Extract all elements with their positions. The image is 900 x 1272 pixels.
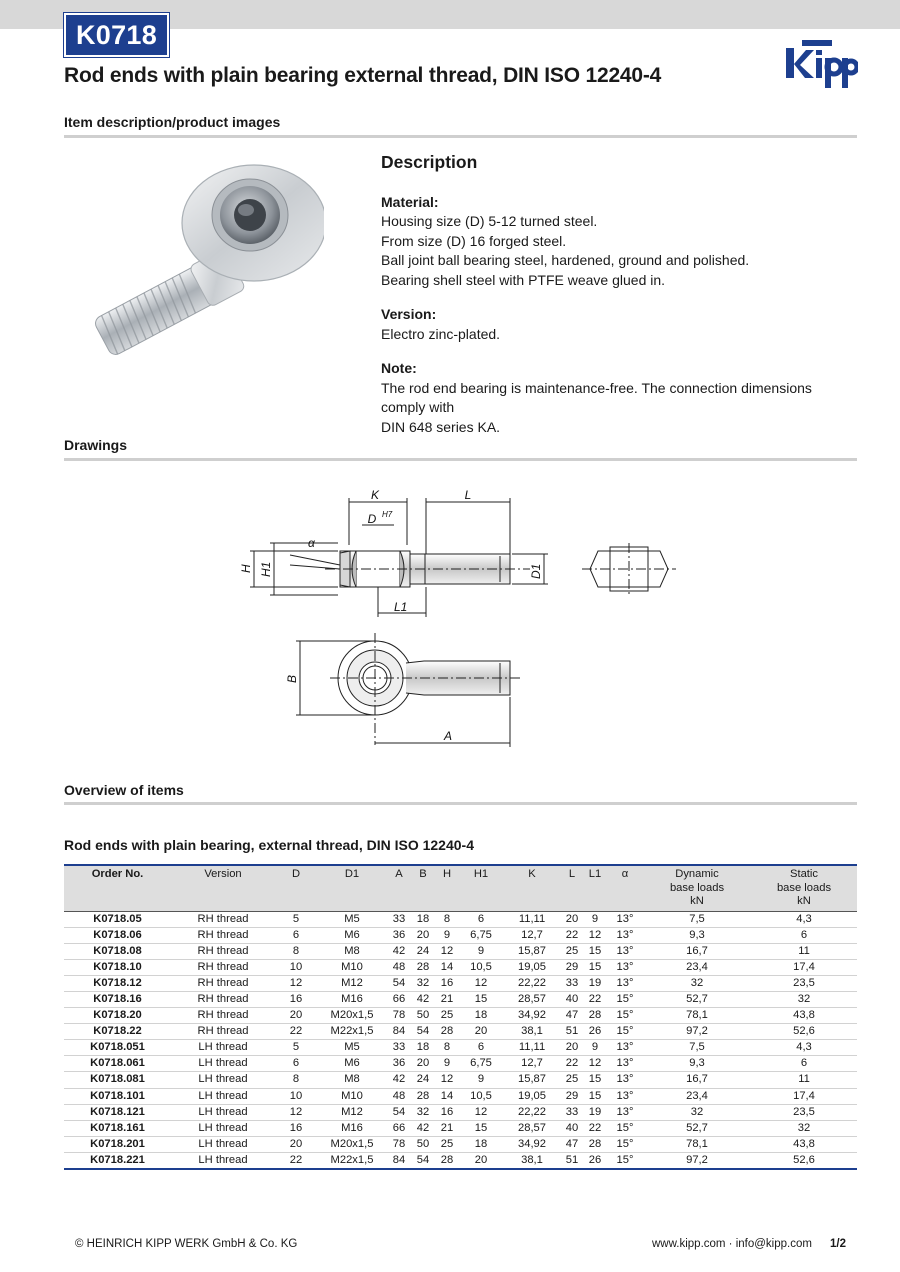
- cell-d: 16: [275, 991, 317, 1007]
- cell-a: 78: [387, 1136, 411, 1152]
- cell-alpha: 13°: [607, 1040, 643, 1056]
- cell-l: 33: [561, 1104, 583, 1120]
- table-row: [64, 1056, 857, 1072]
- dim-label-l1: L1: [394, 600, 408, 614]
- cell-a: 36: [387, 927, 411, 943]
- cell-static: 11: [751, 943, 857, 959]
- cell-l1: 15: [583, 1088, 607, 1104]
- cell-d: 16: [275, 1120, 317, 1136]
- cell-dynamic: 7,5: [643, 911, 751, 927]
- cell-d: 5: [275, 1040, 317, 1056]
- cell-order-no: K0718.05: [64, 911, 171, 927]
- cell-static: 17,4: [751, 1088, 857, 1104]
- table-row: [64, 927, 857, 943]
- cell-d1: M6: [317, 1056, 387, 1072]
- cell-static: 4,3: [751, 1040, 857, 1056]
- cell-alpha: 15°: [607, 1136, 643, 1152]
- cell-l: 47: [561, 1136, 583, 1152]
- material-line: Ball joint ball bearing steel, hardened, ground and polished.: [381, 252, 750, 268]
- section-heading-overview: Overview of items: [64, 782, 184, 798]
- cell-dynamic: 23,4: [643, 1088, 751, 1104]
- cell-d1: M22x1,5: [317, 1152, 387, 1169]
- cell-h1: 10,5: [459, 1088, 503, 1104]
- table-row: [64, 1008, 857, 1024]
- cell-dynamic: 97,2: [643, 1024, 751, 1040]
- cell-version: RH thread: [171, 959, 275, 975]
- cell-static: 52,6: [751, 1152, 857, 1169]
- cell-order-no: K0718.221: [64, 1152, 171, 1169]
- cell-h: 12: [435, 1072, 459, 1088]
- cell-static: 43,8: [751, 1008, 857, 1024]
- version-text: Electro zinc-plated.: [381, 325, 501, 342]
- cell-h: 8: [435, 1040, 459, 1056]
- material-line: Bearing shell steel with PTFE weave glued in.: [381, 271, 666, 288]
- cell-d1: M16: [317, 991, 387, 1007]
- cell-l: 40: [561, 1120, 583, 1136]
- note-label: Note:: [381, 360, 417, 376]
- cell-version: LH thread: [171, 1136, 275, 1152]
- col-k: K: [503, 865, 561, 911]
- cell-b: 24: [411, 943, 435, 959]
- cell-alpha: 15°: [607, 1008, 643, 1024]
- cell-k: 19,05: [503, 1088, 561, 1104]
- technical-drawing: [230, 485, 690, 750]
- table-row: [64, 1088, 857, 1104]
- description-heading: Description: [381, 152, 478, 172]
- note-block: [381, 359, 857, 437]
- cell-alpha: 13°: [607, 911, 643, 927]
- cell-static: 4,3: [751, 911, 857, 927]
- col-b: B: [411, 865, 435, 911]
- cell-b: 54: [411, 1152, 435, 1169]
- cell-d: 10: [275, 1088, 317, 1104]
- cell-alpha: 15°: [607, 1024, 643, 1040]
- cell-k: 15,87: [503, 943, 561, 959]
- dim-label-k: K: [370, 488, 380, 502]
- material-line: Housing size (D) 5-12 turned steel.: [381, 213, 598, 229]
- cell-d: 12: [275, 975, 317, 991]
- cell-b: 42: [411, 1120, 435, 1136]
- cell-k: 15,87: [503, 1072, 561, 1088]
- cell-h1: 15: [459, 991, 503, 1007]
- cell-d: 20: [275, 1136, 317, 1152]
- col-d: D: [275, 865, 317, 911]
- cell-h: 12: [435, 943, 459, 959]
- cell-alpha: 13°: [607, 943, 643, 959]
- cell-alpha: 15°: [607, 1152, 643, 1169]
- dim-label-b: B: [285, 674, 299, 683]
- cell-order-no: K0718.081: [64, 1072, 171, 1088]
- dim-label-alpha: α: [308, 536, 315, 550]
- table-row: [64, 911, 857, 927]
- col-alpha: α: [607, 865, 643, 911]
- cell-b: 32: [411, 1104, 435, 1120]
- cell-version: RH thread: [171, 943, 275, 959]
- material-line: From size (D) 16 forged steel.: [381, 232, 567, 249]
- cell-l: 20: [561, 911, 583, 927]
- cell-alpha: 13°: [607, 927, 643, 943]
- cell-version: RH thread: [171, 1008, 275, 1024]
- cell-order-no: K0718.10: [64, 959, 171, 975]
- cell-l: 20: [561, 1040, 583, 1056]
- cell-static: 32: [751, 1120, 857, 1136]
- cell-h: 9: [435, 927, 459, 943]
- cell-l: 29: [561, 959, 583, 975]
- table-row: [64, 1152, 857, 1169]
- cell-h: 21: [435, 1120, 459, 1136]
- cell-order-no: K0718.121: [64, 1104, 171, 1120]
- cell-static: 23,5: [751, 1104, 857, 1120]
- cell-h1: 10,5: [459, 959, 503, 975]
- cell-k: 22,22: [503, 975, 561, 991]
- cell-b: 28: [411, 959, 435, 975]
- cell-h1: 9: [459, 1072, 503, 1088]
- cell-dynamic: 32: [643, 975, 751, 991]
- cell-dynamic: 16,7: [643, 1072, 751, 1088]
- table-body: [64, 911, 857, 1169]
- product-code-badge: K0718: [64, 13, 169, 57]
- cell-l1: 28: [583, 1008, 607, 1024]
- cell-k: 11,11: [503, 1040, 561, 1056]
- cell-d: 6: [275, 1056, 317, 1072]
- cell-static: 6: [751, 1056, 857, 1072]
- cell-l: 22: [561, 927, 583, 943]
- cell-k: 19,05: [503, 959, 561, 975]
- table-row: [64, 943, 857, 959]
- cell-h1: 6,75: [459, 927, 503, 943]
- cell-h: 16: [435, 975, 459, 991]
- cell-h: 21: [435, 991, 459, 1007]
- note-line: DIN 648 series KA.: [381, 418, 501, 435]
- cell-d: 8: [275, 1072, 317, 1088]
- cell-alpha: 13°: [607, 959, 643, 975]
- col-version: Version: [171, 865, 275, 911]
- cell-order-no: K0718.161: [64, 1120, 171, 1136]
- dim-label-a: A: [444, 729, 453, 743]
- cell-dynamic: 52,7: [643, 991, 751, 1007]
- description-panel: [381, 153, 857, 452]
- cell-d1: M8: [317, 943, 387, 959]
- table-row: [64, 959, 857, 975]
- cell-dynamic: 16,7: [643, 943, 751, 959]
- section-divider: [64, 135, 857, 138]
- cell-static: 43,8: [751, 1136, 857, 1152]
- cell-h1: 6: [459, 911, 503, 927]
- col-a: A: [387, 865, 411, 911]
- cell-d: 12: [275, 1104, 317, 1120]
- cell-d: 10: [275, 959, 317, 975]
- cell-d: 22: [275, 1152, 317, 1169]
- cell-l1: 12: [583, 927, 607, 943]
- cell-l: 51: [561, 1152, 583, 1169]
- cell-a: 42: [387, 1072, 411, 1088]
- cell-dynamic: 9,3: [643, 1056, 751, 1072]
- cell-a: 66: [387, 991, 411, 1007]
- cell-l1: 26: [583, 1152, 607, 1169]
- cell-d1: M10: [317, 959, 387, 975]
- cell-d: 20: [275, 1008, 317, 1024]
- cell-a: 84: [387, 1024, 411, 1040]
- cell-order-no: K0718.08: [64, 943, 171, 959]
- material-label: Material:: [381, 193, 439, 210]
- cell-static: 11: [751, 1072, 857, 1088]
- table-row: [64, 1024, 857, 1040]
- cell-alpha: 13°: [607, 1072, 643, 1088]
- table-row: [64, 1040, 857, 1056]
- cell-d: 6: [275, 927, 317, 943]
- cell-l: 29: [561, 1088, 583, 1104]
- cell-a: 42: [387, 943, 411, 959]
- cell-h: 8: [435, 911, 459, 927]
- cell-l1: 19: [583, 975, 607, 991]
- cell-static: 17,4: [751, 959, 857, 975]
- section-heading-drawings: Drawings: [64, 437, 128, 453]
- cell-a: 54: [387, 975, 411, 991]
- cell-order-no: K0718.16: [64, 991, 171, 1007]
- cell-h1: 18: [459, 1136, 503, 1152]
- cell-k: 11,11: [503, 911, 561, 927]
- col-d1: D1: [317, 865, 387, 911]
- table-row: [64, 975, 857, 991]
- cell-l1: 19: [583, 1104, 607, 1120]
- version-label: Version:: [381, 306, 437, 322]
- cell-l1: 9: [583, 911, 607, 927]
- cell-h1: 18: [459, 1008, 503, 1024]
- rod-end-product-image: [64, 155, 324, 355]
- table-row: [64, 991, 857, 1007]
- cell-static: 23,5: [751, 975, 857, 991]
- cell-version: LH thread: [171, 1104, 275, 1120]
- cell-version: RH thread: [171, 911, 275, 927]
- cell-h1: 12: [459, 1104, 503, 1120]
- cell-k: 12,7: [503, 1056, 561, 1072]
- dim-label-h: H: [239, 564, 253, 573]
- cell-version: LH thread: [171, 1088, 275, 1104]
- cell-h1: 9: [459, 943, 503, 959]
- cell-a: 48: [387, 959, 411, 975]
- cell-a: 36: [387, 1056, 411, 1072]
- cell-b: 42: [411, 991, 435, 1007]
- cell-d1: M12: [317, 975, 387, 991]
- cell-d1: M20x1,5: [317, 1008, 387, 1024]
- cell-h1: 12: [459, 975, 503, 991]
- dim-label-d: D: [367, 512, 377, 526]
- table-row: [64, 1104, 857, 1120]
- cell-a: 84: [387, 1152, 411, 1169]
- cell-dynamic: 52,7: [643, 1120, 751, 1136]
- cell-dynamic: 7,5: [643, 1040, 751, 1056]
- cell-alpha: 13°: [607, 1088, 643, 1104]
- dim-label-d1: D1: [529, 563, 543, 579]
- cell-order-no: K0718.20: [64, 1008, 171, 1024]
- cell-l1: 15: [583, 943, 607, 959]
- cell-b: 18: [411, 1040, 435, 1056]
- cell-d1: M16: [317, 1120, 387, 1136]
- cell-l1: 9: [583, 1040, 607, 1056]
- cell-l: 47: [561, 1008, 583, 1024]
- cell-alpha: 13°: [607, 1056, 643, 1072]
- cell-l1: 26: [583, 1024, 607, 1040]
- cell-k: 38,1: [503, 1024, 561, 1040]
- cell-d1: M10: [317, 1088, 387, 1104]
- cell-a: 33: [387, 911, 411, 927]
- cell-h: 28: [435, 1024, 459, 1040]
- cell-h1: 20: [459, 1152, 503, 1169]
- dim-label-l: L: [464, 488, 472, 502]
- items-table: [64, 864, 857, 1170]
- cell-version: RH thread: [171, 975, 275, 991]
- cell-d1: M12: [317, 1104, 387, 1120]
- cell-order-no: K0718.101: [64, 1088, 171, 1104]
- cell-a: 48: [387, 1088, 411, 1104]
- cell-h: 14: [435, 1088, 459, 1104]
- footer-page-number: 1/2: [830, 1238, 846, 1250]
- table-row: [64, 1136, 857, 1152]
- cell-b: 24: [411, 1072, 435, 1088]
- cell-version: LH thread: [171, 1040, 275, 1056]
- cell-b: 50: [411, 1008, 435, 1024]
- table-row: [64, 1072, 857, 1088]
- cell-k: 38,1: [503, 1152, 561, 1169]
- footer-contact: www.kipp.com · info@kipp.com: [652, 1238, 812, 1250]
- cell-h1: 15: [459, 1120, 503, 1136]
- table-title: Rod ends with plain bearing, external thread, DIN ISO 12240-4: [64, 837, 474, 853]
- cell-l: 25: [561, 1072, 583, 1088]
- cell-version: RH thread: [171, 927, 275, 943]
- section-divider: [64, 458, 857, 461]
- cell-k: 22,22: [503, 1104, 561, 1120]
- cell-version: LH thread: [171, 1072, 275, 1088]
- section-heading-item-description: Item description/product images: [64, 114, 281, 130]
- dim-label-h1: H1: [259, 561, 273, 577]
- note-line: The rod end bearing is maintenance-free. The connection dimensions comply with: [381, 379, 812, 415]
- cell-h1: 6,75: [459, 1056, 503, 1072]
- cell-l1: 15: [583, 959, 607, 975]
- cell-d1: M6: [317, 927, 387, 943]
- cell-k: 34,92: [503, 1008, 561, 1024]
- col-order-no: Order No.: [64, 865, 171, 911]
- col-h1: H1: [459, 865, 503, 911]
- cell-b: 28: [411, 1088, 435, 1104]
- cell-k: 28,57: [503, 991, 561, 1007]
- cell-d: 22: [275, 1024, 317, 1040]
- cell-static: 32: [751, 991, 857, 1007]
- cell-h: 25: [435, 1008, 459, 1024]
- cell-dynamic: 97,2: [643, 1152, 751, 1169]
- cell-dynamic: 78,1: [643, 1008, 751, 1024]
- kipp-logo: [782, 38, 858, 90]
- section-divider: [64, 802, 857, 805]
- cell-h: 25: [435, 1136, 459, 1152]
- cell-order-no: K0718.061: [64, 1056, 171, 1072]
- cell-a: 66: [387, 1120, 411, 1136]
- cell-alpha: 13°: [607, 975, 643, 991]
- cell-d1: M22x1,5: [317, 1024, 387, 1040]
- col-static: Static base loads kN: [751, 865, 857, 911]
- col-h: H: [435, 865, 459, 911]
- cell-l1: 22: [583, 991, 607, 1007]
- cell-alpha: 13°: [607, 1104, 643, 1120]
- cell-version: LH thread: [171, 1152, 275, 1169]
- cell-b: 20: [411, 1056, 435, 1072]
- cell-order-no: K0718.12: [64, 975, 171, 991]
- cell-l: 25: [561, 943, 583, 959]
- cell-h: 14: [435, 959, 459, 975]
- cell-d: 5: [275, 911, 317, 927]
- page-title: Rod ends with plain bearing external thread, DIN ISO 12240-4: [64, 64, 662, 87]
- cell-l: 33: [561, 975, 583, 991]
- cell-b: 32: [411, 975, 435, 991]
- cell-h: 16: [435, 1104, 459, 1120]
- cell-l: 40: [561, 991, 583, 1007]
- cell-k: 28,57: [503, 1120, 561, 1136]
- cell-dynamic: 32: [643, 1104, 751, 1120]
- cell-h1: 20: [459, 1024, 503, 1040]
- cell-dynamic: 78,1: [643, 1136, 751, 1152]
- cell-d1: M5: [317, 1040, 387, 1056]
- cell-h: 9: [435, 1056, 459, 1072]
- col-l1: L1: [583, 865, 607, 911]
- cell-dynamic: 23,4: [643, 959, 751, 975]
- col-dynamic: Dynamic base loads kN: [643, 865, 751, 911]
- cell-order-no: K0718.22: [64, 1024, 171, 1040]
- cell-b: 20: [411, 927, 435, 943]
- cell-l: 51: [561, 1024, 583, 1040]
- cell-version: LH thread: [171, 1056, 275, 1072]
- cell-alpha: 15°: [607, 1120, 643, 1136]
- col-l: L: [561, 865, 583, 911]
- cell-version: RH thread: [171, 1024, 275, 1040]
- cell-h: 28: [435, 1152, 459, 1169]
- cell-static: 6: [751, 927, 857, 943]
- cell-version: RH thread: [171, 991, 275, 1007]
- cell-a: 78: [387, 1008, 411, 1024]
- cell-order-no: K0718.06: [64, 927, 171, 943]
- cell-h1: 6: [459, 1040, 503, 1056]
- cell-d1: M8: [317, 1072, 387, 1088]
- cell-order-no: K0718.201: [64, 1136, 171, 1152]
- cell-d1: M20x1,5: [317, 1136, 387, 1152]
- cell-static: 52,6: [751, 1024, 857, 1040]
- cell-a: 54: [387, 1104, 411, 1120]
- cell-dynamic: 9,3: [643, 927, 751, 943]
- cell-b: 50: [411, 1136, 435, 1152]
- cell-b: 54: [411, 1024, 435, 1040]
- footer-copyright: © HEINRICH KIPP WERK GmbH & Co. KG: [75, 1238, 298, 1250]
- cell-k: 12,7: [503, 927, 561, 943]
- cell-version: LH thread: [171, 1120, 275, 1136]
- cell-l1: 28: [583, 1136, 607, 1152]
- cell-d1: M5: [317, 911, 387, 927]
- cell-l1: 15: [583, 1072, 607, 1088]
- table-row: [64, 1120, 857, 1136]
- cell-order-no: K0718.051: [64, 1040, 171, 1056]
- cell-l1: 12: [583, 1056, 607, 1072]
- cell-l: 22: [561, 1056, 583, 1072]
- dim-label-d-sup: H7: [382, 510, 393, 519]
- cell-d: 8: [275, 943, 317, 959]
- cell-alpha: 15°: [607, 991, 643, 1007]
- cell-b: 18: [411, 911, 435, 927]
- cell-l1: 22: [583, 1120, 607, 1136]
- cell-a: 33: [387, 1040, 411, 1056]
- material-block: [381, 193, 857, 291]
- cell-k: 34,92: [503, 1136, 561, 1152]
- table-header-row: [64, 865, 857, 911]
- version-block: [381, 305, 857, 344]
